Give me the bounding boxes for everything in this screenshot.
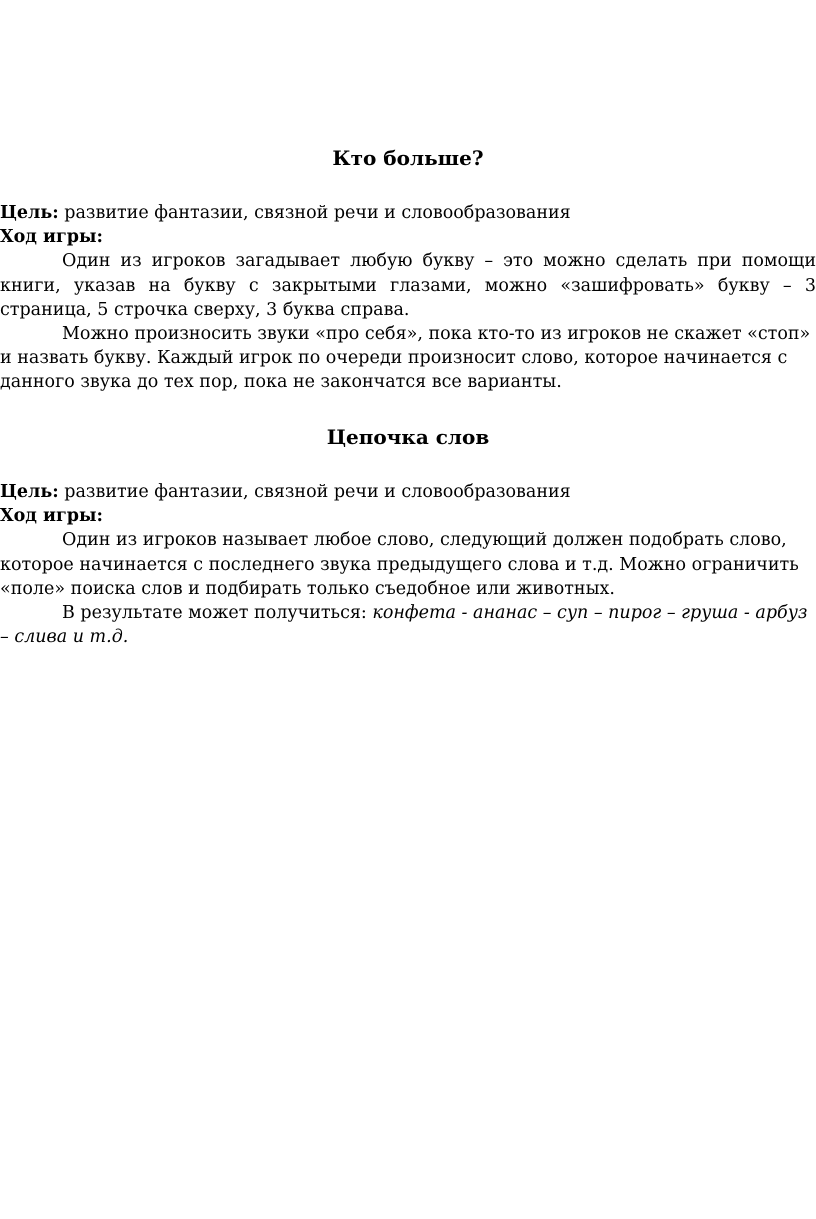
goal-label: Цель: [0, 203, 59, 223]
process-label: Ход игры: [0, 227, 103, 248]
paragraph: Один из игроков называет любое слово, следующий должен подобрать слово, которое начинается с последнего звука предыдущего слова и т.д. Можно ограничить «поле» поиска слов и подбирать только съедобное или животных. [0, 530, 799, 599]
section-tsepochka-slov [0, 480, 816, 649]
result-paragraph [0, 601, 816, 649]
section-kto-bolshe [0, 201, 816, 395]
section-title: Кто больше? [332, 146, 484, 170]
result-example: конфета - ананас – суп – пирог – груша - арбуз – слива и т.д. [0, 603, 808, 648]
goal-line [0, 201, 816, 225]
goal-line [0, 480, 816, 504]
goal-label: Цель: [0, 482, 59, 502]
paragraph: Один из игроков загадывает любую букву – это можно сделать при помощи книги, указав на букву с закрытыми глазами, можно «зашифровать» букву – 3 страница, 5 строчка сверху, 3 буква справа. [0, 251, 816, 320]
paragraph: Можно произносить звуки «про себя», пока кто-то из игроков не скажет «стоп» и назвать букву. Каждый игрок по очереди произносит слово, которое начинается с данного звука до тех пор, пока не закончатся все варианты. [0, 324, 811, 393]
section-title: Цепочка слов [326, 425, 490, 449]
result-intro: В результате может получиться: [62, 603, 373, 624]
goal-text: развитие фантазии, связной речи и словообразования [58, 482, 571, 502]
goal-text: развитие фантазии, связной речи и словообразования [58, 203, 571, 223]
process-label: Ход игры: [0, 506, 103, 527]
